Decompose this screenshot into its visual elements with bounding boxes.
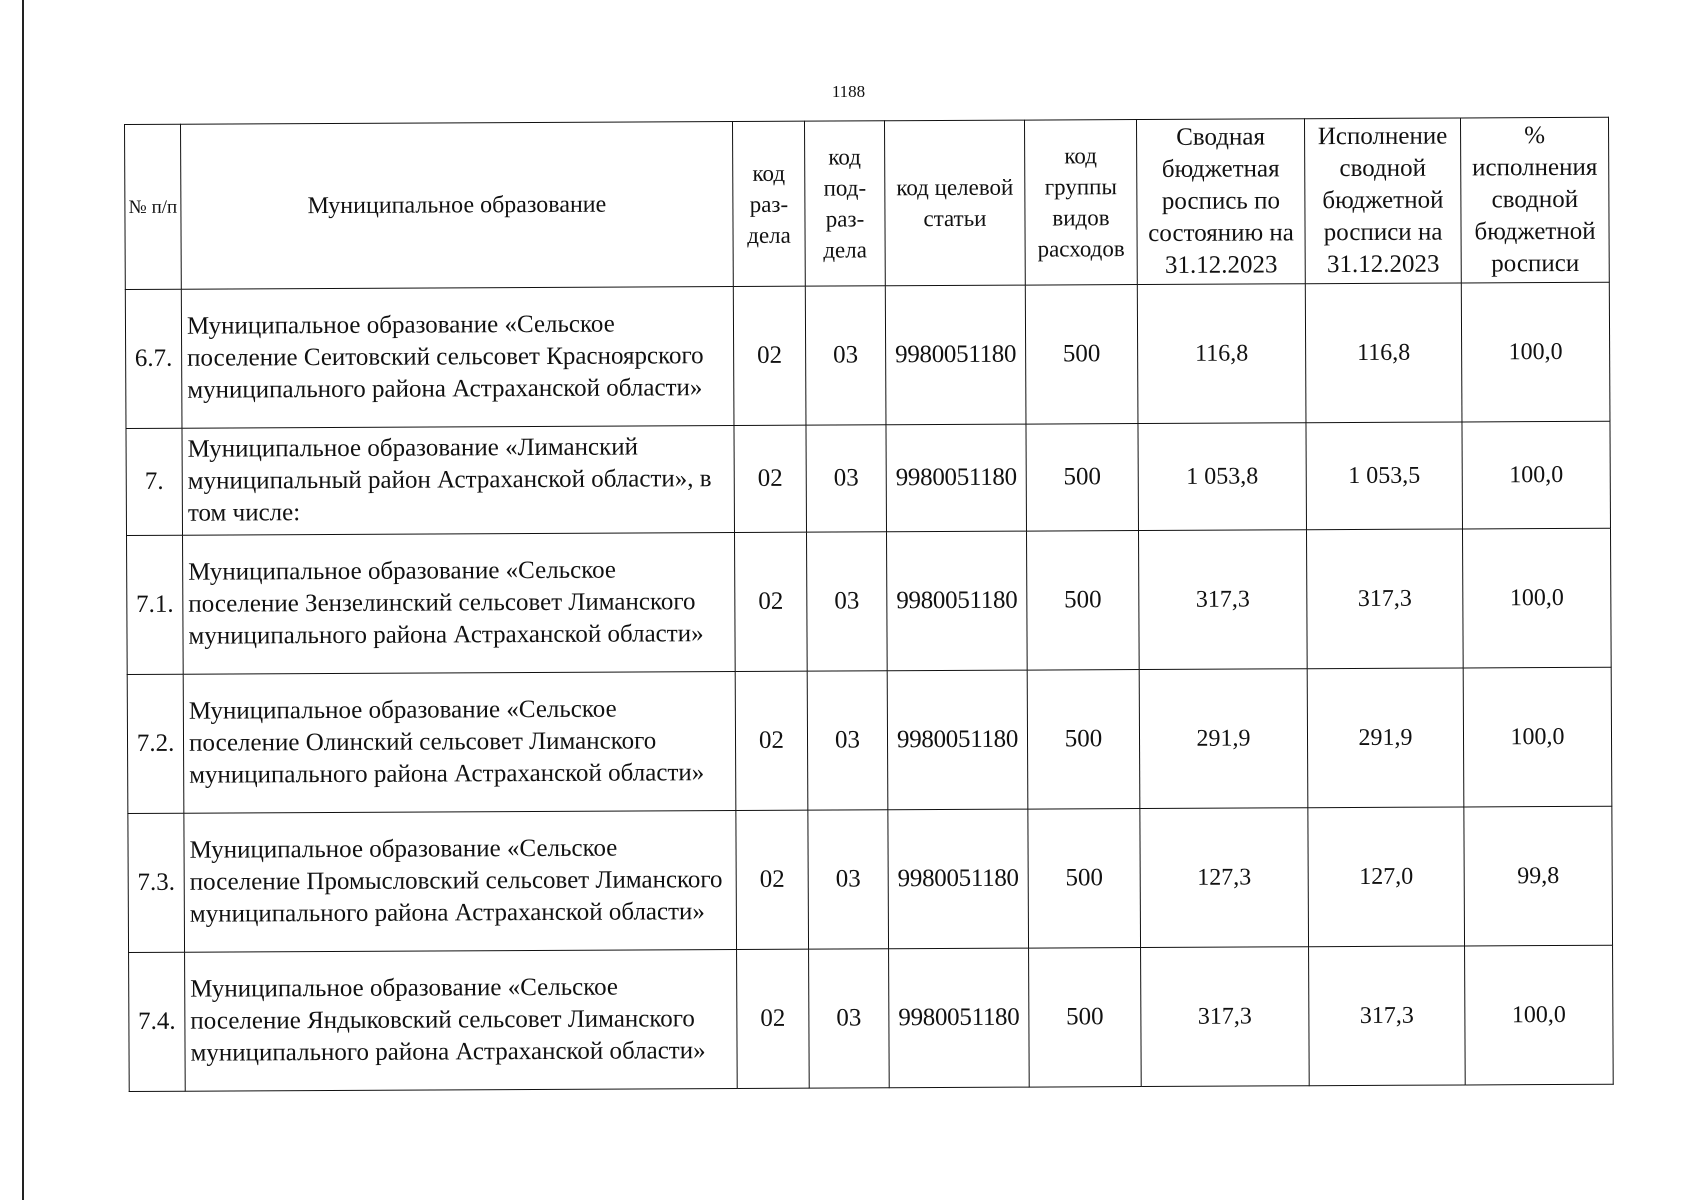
execution-percent: 100,0	[1461, 282, 1610, 422]
municipality-name: Муниципальное образование «Сельское поселение Олинский сельсовет Лиманского муниципального района Астраханской области»	[183, 672, 736, 814]
row-number: 7.	[126, 428, 183, 535]
execution-amount: 1 053,5	[1306, 422, 1463, 530]
row-number: 7.2.	[127, 674, 184, 813]
section-code: 02	[736, 810, 809, 949]
subsection-code: 03	[806, 425, 887, 532]
execution-percent: 100,0	[1463, 667, 1612, 807]
row-number: 7.3.	[128, 813, 185, 952]
subsection-code: 03	[805, 286, 886, 425]
table-row	[126, 421, 1611, 535]
expense-group-code: 500	[1028, 809, 1141, 949]
municipality-name: Муниципальное образование «Сельское поселение Зензелинский сельсовет Лиманского муниципального района Астраханской области»	[183, 533, 736, 675]
execution-amount: 317,3	[1309, 946, 1466, 1086]
budget-amount: 1 053,8	[1138, 423, 1307, 531]
execution-amount: 291,9	[1307, 668, 1464, 808]
page-number: 1188	[831, 82, 866, 101]
table-row	[127, 528, 1612, 674]
budget-amount: 127,3	[1140, 808, 1309, 948]
header-section-code: код раз-дела	[732, 121, 805, 286]
row-number: 7.4.	[129, 952, 186, 1091]
subsection-code: 03	[807, 671, 888, 810]
budget-amount: 317,3	[1141, 947, 1310, 1087]
section-code: 02	[737, 949, 810, 1088]
execution-amount: 127,0	[1308, 807, 1465, 947]
header-municipality: Муниципальное образование	[181, 122, 734, 290]
municipality-name: Муниципальное образование «Лиманский муниципальный район Астраханской области», в том числе:	[182, 426, 735, 536]
table-row	[125, 282, 1610, 428]
subsection-code: 03	[809, 949, 890, 1088]
budget-amount: 317,3	[1138, 530, 1307, 670]
header-budget-execution: Исполнение сводной бюджетной росписи на 31.12.2023	[1304, 118, 1461, 284]
expense-group-code: 500	[1025, 285, 1138, 425]
target-code: 9980051180	[888, 809, 1029, 949]
target-code: 9980051180	[887, 670, 1028, 810]
target-code: 9980051180	[886, 424, 1027, 532]
subsection-code: 03	[808, 810, 889, 949]
expense-group-code: 500	[1026, 424, 1139, 532]
expense-group-code: 500	[1027, 670, 1140, 810]
header-execution-percent: % исполнения сводной бюджетной росписи	[1460, 117, 1609, 283]
municipality-name: Муниципальное образование «Сельское поселение Яндыковский сельсовет Лиманского муниципального района Астраханской области»	[185, 950, 738, 1092]
section-code: 02	[735, 532, 808, 671]
budget-execution-table	[124, 117, 1614, 1092]
budget-amount: 291,9	[1139, 669, 1308, 809]
table-row	[128, 806, 1613, 952]
target-code: 9980051180	[887, 531, 1028, 671]
table-row	[129, 945, 1614, 1091]
municipality-name: Муниципальное образование «Сельское поселение Промысловский сельсовет Лиманского муниципального района Астраханской области»	[184, 811, 737, 953]
budget-amount: 116,8	[1137, 284, 1306, 424]
subsection-code: 03	[807, 532, 888, 671]
municipality-name: Муниципальное образование «Сельское поселение Сеитовский сельсовет Красноярского муниципального района Астраханской области»	[181, 287, 734, 429]
section-code: 02	[733, 286, 806, 425]
execution-percent: 100,0	[1462, 528, 1611, 668]
execution-percent: 100,0	[1465, 945, 1614, 1085]
header-expense-group-code: код группы видов расходов	[1024, 120, 1137, 286]
target-code: 9980051180	[885, 285, 1026, 425]
section-code: 02	[735, 671, 808, 810]
expense-group-code: 500	[1029, 948, 1142, 1088]
header-target-code: код целевой статьи	[884, 120, 1025, 286]
section-code: 02	[734, 425, 807, 532]
row-number: 7.1.	[127, 535, 184, 674]
row-number: 6.7.	[125, 289, 182, 428]
table-header-row	[125, 117, 1610, 289]
header-budget-schedule: Сводная бюджетная роспись по состоянию на 31.12.2023	[1136, 119, 1305, 285]
execution-amount: 317,3	[1306, 529, 1463, 669]
execution-percent: 99,8	[1464, 806, 1613, 946]
target-code: 9980051180	[889, 948, 1030, 1088]
execution-amount: 116,8	[1305, 283, 1462, 423]
table-row	[127, 667, 1612, 813]
execution-percent: 100,0	[1462, 421, 1611, 529]
header-subsection-code: код под-раз-дела	[804, 121, 885, 286]
scan-edge-line	[22, 0, 24, 1200]
expense-group-code: 500	[1027, 531, 1140, 671]
header-row-number: № п/п	[125, 124, 182, 289]
